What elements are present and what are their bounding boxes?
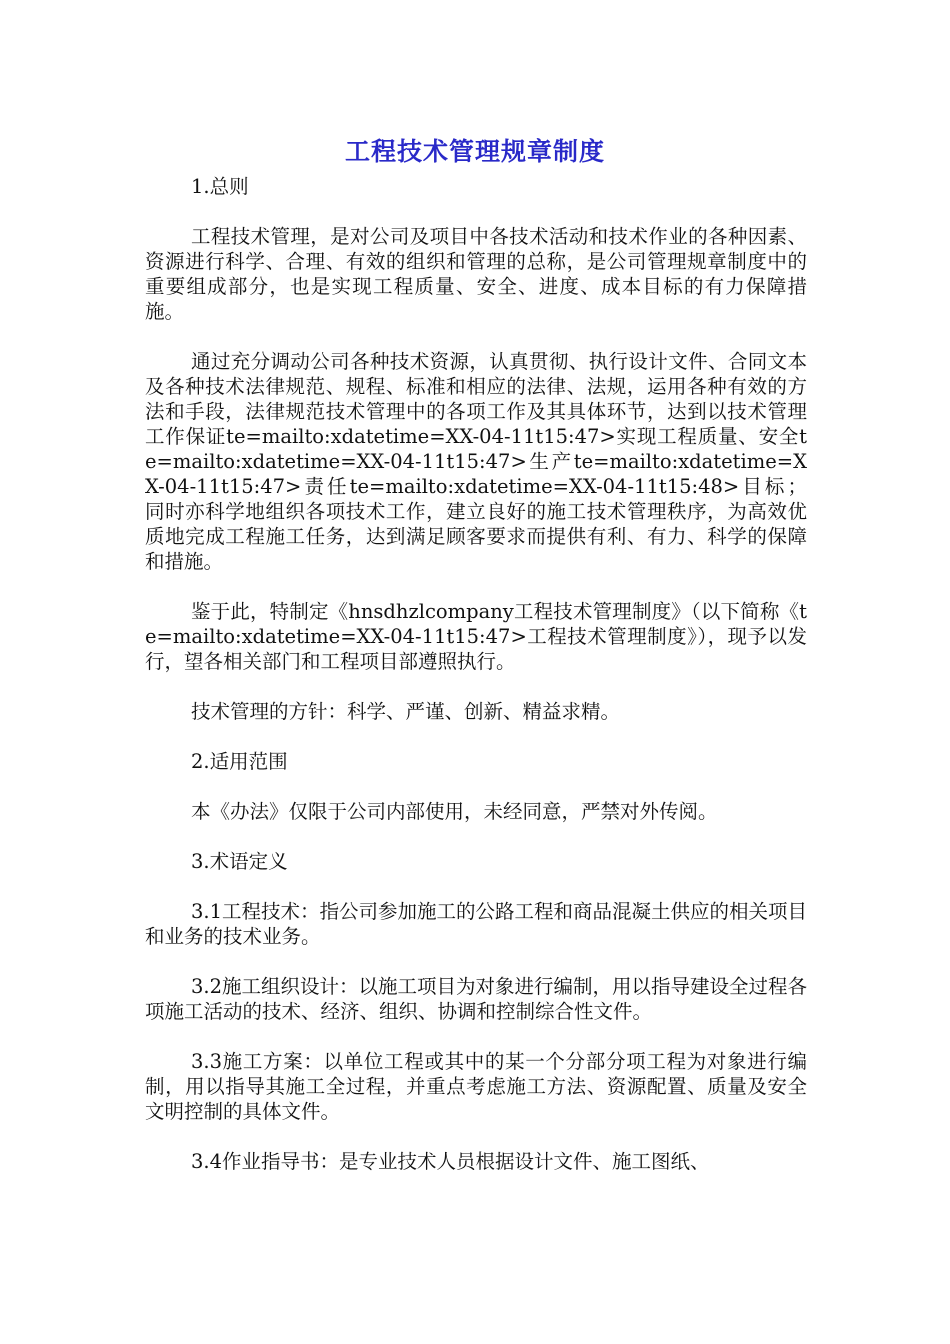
paragraph: 通过充分调动公司各种技术资源，认真贯彻、执行设计文件、合同文本及各种技术法律规范、规程、标准和相应的法律、法规，运用各种有效的方法和手段，法律规范技术管理中的各项工作及其具体环节，达到以技术管理工作保证te=mailto:xdatetime=XX-04-11t15:47>实现工程质量、安全te=mailto:xdatetime=XX-04-11t15:47>生产te=mailto:xdatetime=XX-04-11t15:47>责任te=mailto:xdatetime=XX-04-11t15:48>目标；同时亦科学地组织各项技术工作，建立良好的施工技术管理秩序，为高效优质地完成工程施工任务，达到满足顾客要求而提供有利、有力、科学的保障和措施。: [145, 350, 807, 573]
section-heading: 1.总则: [191, 175, 249, 198]
paragraph: 技术管理的方针：科学、严谨、创新、精益求精。: [191, 700, 621, 723]
definition-paragraph: 3.1工程技术：指公司参加施工的公路工程和商品混凝土供应的相关项目和业务的技术业务。: [145, 900, 808, 948]
paragraph: 鉴于此，特制定《hnsdhzlcompany工程技术管理制度》（以下简称《te=mailto:xdatetime=XX-04-11t15:47>工程技术管理制度》），现予以发行，望各相关部门和工程项目部遵照执行。: [145, 600, 807, 673]
document-body: [145, 174, 807, 1174]
document-title: 工程技术管理规章制度: [344, 137, 605, 166]
definition-paragraph: 3.3施工方案：以单位工程或其中的某一个分部分项工程为对象进行编制，用以指导其施工全过程，并重点考虑施工方法、资源配置、质量及安全文明控制的具体文件。: [145, 1050, 807, 1123]
section-heading: 2.适用范围: [191, 750, 288, 773]
paragraph: 工程技术管理，是对公司及项目中各技术活动和技术作业的各种因素、资源进行科学、合理、有效的组织和管理的总称，是公司管理规章制度中的重要组成部分，也是实现工程质量、安全、进度、成本目标的有力保障措施。: [145, 225, 807, 323]
section-heading: 3.术语定义: [191, 850, 288, 873]
paragraph: 本《办法》仅限于公司内部使用，未经同意，严禁对外传阅。: [191, 800, 718, 823]
definition-paragraph: 3.2施工组织设计：以施工项目为对象进行编制，用以指导建设全过程各项施工活动的技术、经济、组织、协调和控制综合性文件。: [145, 975, 808, 1023]
definition-paragraph: 3.4作业指导书：是专业技术人员根据设计文件、施工图纸、: [191, 1150, 710, 1173]
